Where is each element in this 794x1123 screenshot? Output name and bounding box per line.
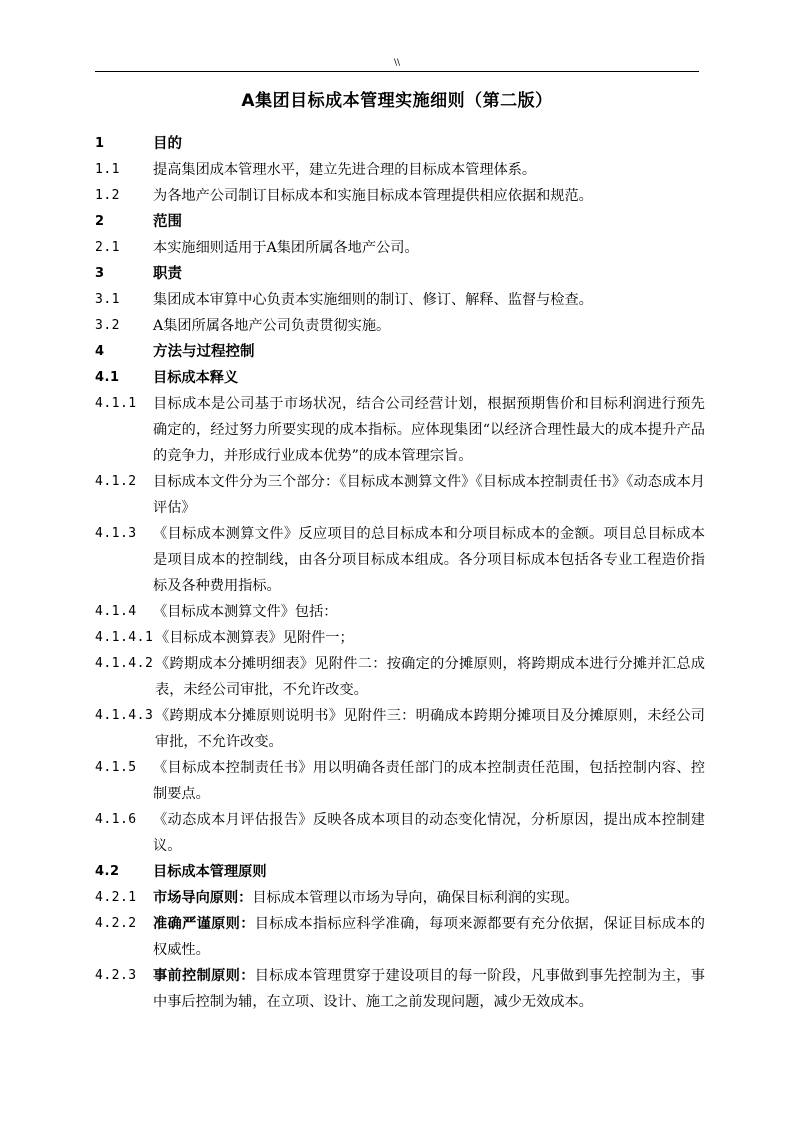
clause-3-1	[95, 287, 705, 313]
clause-text: 《目标成本测算表》见附件一；	[155, 630, 354, 646]
clause-4-1-4	[95, 599, 705, 625]
clause-number: 4.1.4	[95, 604, 137, 619]
clause-text-wrap	[153, 963, 705, 1015]
header-mark: \\	[393, 58, 401, 68]
header-rule	[95, 71, 699, 72]
clause-text: 《目标成本控制责任书》用以明确各责任部门的成本控制责任范围，包括控制内容、控制要点。	[153, 760, 705, 802]
section-number: 2	[95, 214, 105, 229]
clause-number: 4.1.4.1	[95, 630, 154, 645]
section-title: 范围	[153, 214, 182, 230]
clause-text: 目标成本指标应科学准确，每项来源都要有充分依据，保证目标成本的权威性。	[153, 916, 705, 958]
clause-number: 4.1.6	[95, 812, 137, 827]
clause-text: 目标成本是公司基于市场状况，结合公司经营计划，根据预期售价和目标利润进行预先确定的，经过努力所要实现的成本指标。应体现集团“以经济合理性最大的成本提升产品的竞争力，并形成行业成本优势”的成本管理宗旨。	[153, 396, 705, 464]
principle-label: 准确严谨原则：	[153, 916, 255, 932]
clause-text: 《动态成本月评估报告》反映各成本项目的动态变化情况，分析原因，提出成本控制建议。	[153, 812, 705, 854]
clause-text: 为各地产公司制订目标成本和实施目标成本管理提供相应依据和规范。	[153, 188, 593, 204]
principle-label: 事前控制原则：	[153, 968, 255, 984]
clause-1-1	[95, 157, 705, 183]
section-number: 1	[95, 136, 105, 151]
section-number: 4	[95, 344, 105, 359]
clause-3-2	[95, 313, 705, 339]
clause-text: 《跨期成本分摊原则说明书》见附件三：明确成本跨期分摊项目及分摊原则，未经公司审批，不允许改变。	[155, 708, 705, 750]
clause-4-1-5	[95, 755, 705, 807]
section-3-heading	[95, 261, 705, 287]
subsection-4-1-heading	[95, 365, 705, 391]
clause-4-1-2	[95, 469, 705, 521]
clause-text: 提高集团成本管理水平，建立先进合理的目标成本管理体系。	[153, 162, 537, 178]
clause-text: 目标成本管理贯穿于建设项目的每一阶段，凡事做到事先控制为主，事中事后控制为辅，在立项、设计、施工之前发现问题，减少无效成本。	[153, 968, 705, 1010]
clause-text: 《目标成本测算文件》反应项目的总目标成本和分项目标成本的金额。项目总目标成本是项目成本的控制线，由各分项目标成本组成。各分项目标成本包括各专业工程造价指标及各种费用指标。	[153, 526, 705, 594]
document-title: A集团目标成本管理实施细则（第二版）	[241, 91, 553, 111]
clause-4-2-2	[95, 911, 705, 963]
clause-text: 目标成本文件分为三个部分：《目标成本测算文件》《目标成本控制责任书》《动态成本月评估》	[153, 474, 705, 516]
clause-4-1-4-1	[95, 625, 705, 651]
clause-number: 1.1	[95, 162, 120, 177]
subsection-title: 目标成本管理原则	[153, 864, 267, 880]
section-number: 3	[95, 266, 105, 281]
clause-number: 1.2	[95, 188, 120, 203]
clause-number: 4.1.1	[95, 396, 137, 411]
principle-label: 市场导向原则：	[153, 890, 253, 906]
clause-text: A集团所属各地产公司负责贯彻实施。	[153, 318, 391, 334]
subsection-number: 4.1	[95, 370, 120, 385]
section-title: 职责	[153, 266, 182, 282]
clause-number: 4.1.4.2	[95, 656, 154, 671]
clause-number: 4.1.5	[95, 760, 137, 775]
clause-number: 2.1	[95, 240, 120, 255]
clause-text: 《跨期成本分摊明细表》见附件二：按确定的分摊原则，将跨期成本进行分摊并汇总成表，未经公司审批，不允许改变。	[155, 656, 705, 698]
clause-text-wrap	[153, 885, 705, 911]
clause-4-1-1	[95, 391, 705, 469]
clause-number: 4.2.3	[95, 968, 137, 983]
clause-1-2	[95, 183, 705, 209]
section-4-heading	[95, 339, 705, 365]
clause-4-2-1	[95, 885, 705, 911]
section-title: 目的	[153, 136, 182, 152]
subsection-number: 4.2	[95, 864, 120, 879]
clause-2-1	[95, 235, 705, 261]
clause-number: 4.1.2	[95, 474, 137, 489]
clause-number: 4.1.3	[95, 526, 137, 541]
clause-4-1-4-2	[95, 651, 705, 703]
section-2-heading	[95, 209, 705, 235]
clause-text: 《目标成本测算文件》包括：	[153, 604, 338, 620]
clause-text: 集团成本审算中心负责本实施细则的制订、修订、解释、监督与检查。	[153, 292, 593, 308]
clause-4-1-6	[95, 807, 705, 859]
subsection-4-2-heading	[95, 859, 705, 885]
clause-number: 3.2	[95, 318, 120, 333]
section-1-heading	[95, 131, 705, 157]
document-body	[95, 131, 705, 1015]
clause-text: 本实施细则适用于A集团所属各地产公司。	[153, 240, 419, 256]
clause-text-wrap	[153, 911, 705, 963]
clause-4-2-3	[95, 963, 705, 1015]
clause-number: 4.2.1	[95, 890, 137, 905]
clause-text: 目标成本管理以市场为导向，确保目标利润的实现。	[252, 890, 579, 906]
section-title: 方法与过程控制	[153, 344, 255, 360]
clause-number: 4.1.4.3	[95, 708, 154, 723]
clause-4-1-3	[95, 521, 705, 599]
subsection-title: 目标成本释义	[153, 370, 239, 386]
clause-4-1-4-3	[95, 703, 705, 755]
clause-number: 3.1	[95, 292, 120, 307]
clause-number: 4.2.2	[95, 916, 137, 931]
